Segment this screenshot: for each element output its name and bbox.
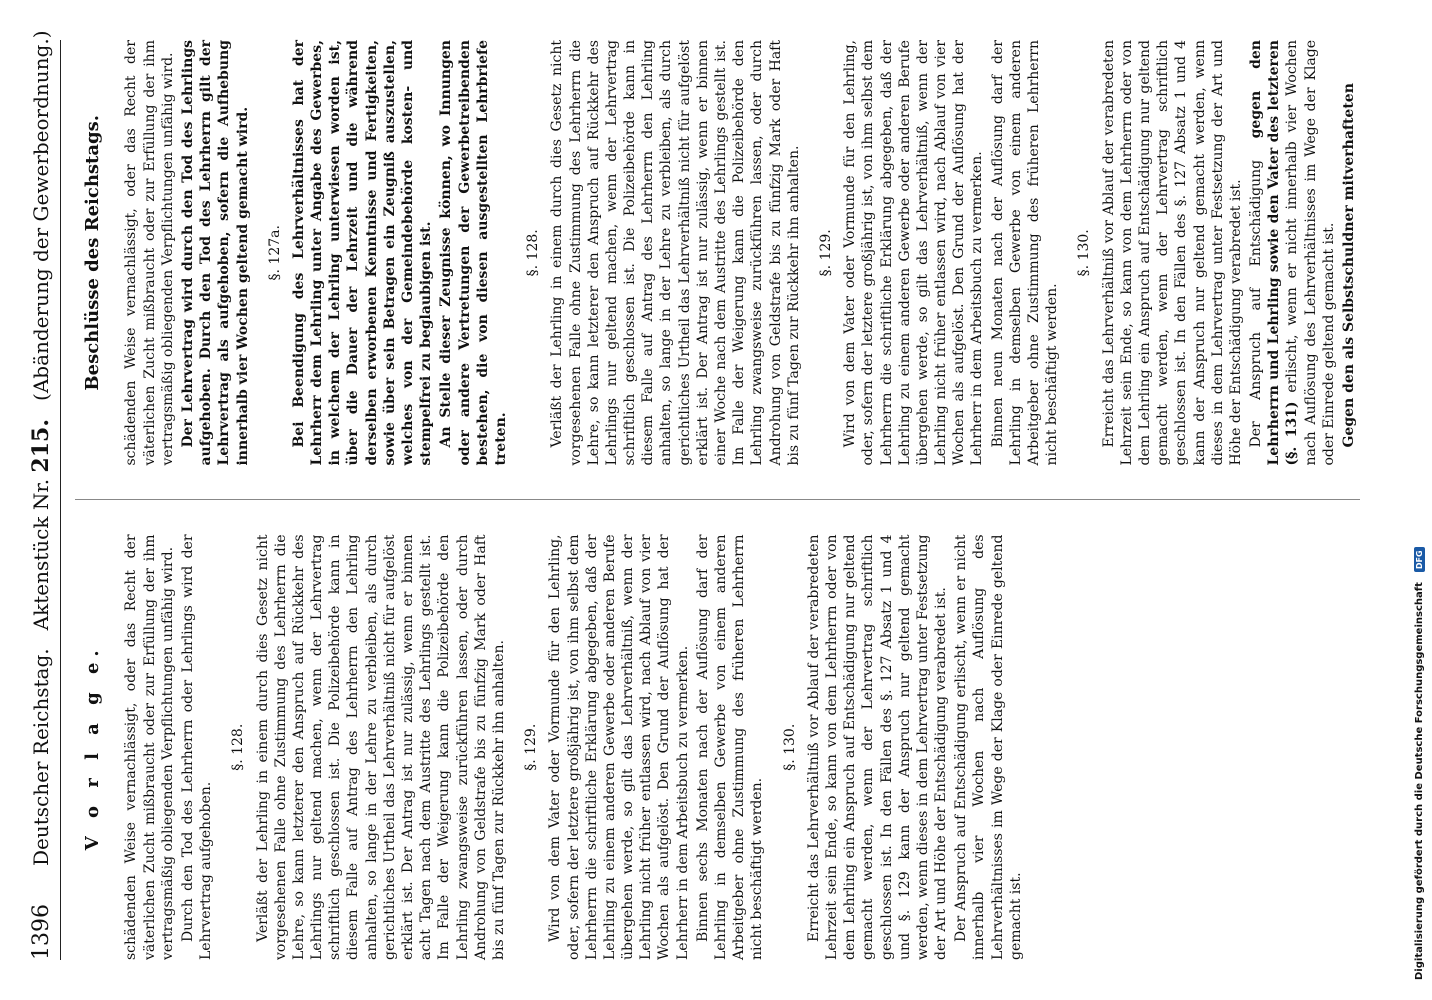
section-paragraph: Erreicht das Lehrverhältniß vor Ablauf der verabredeten Lehrzeit sein Ende, so kann von dem Lehrherrn oder von dem Lehrling ein Anspruch auf Entschädigung nur geltend gemacht werden, wenn der Lehrvertrag schriftlich geschlossen ist. In den Fällen des §. 127 Absatz 1 und 4 und §. 129 kann der Anspruch nur geltend gemacht werden, wenn dieses in dem Lehrvertrag unter Festsetzung der Art und Höhe der Entschädigung verabredet ist.: [805, 534, 950, 960]
right-intro-paragraph: schädenden Weise vernachlässigt, oder das Recht der väterlichen Zucht mißbraucht oder zur Erfüllung der ihm vertragsmäßig obliegenden Verpflichtungen unfähig wird.: [123, 40, 176, 466]
page-number: 1396: [29, 904, 54, 960]
mixed-start: Der Anspruch auf Entschädigung: [1248, 138, 1265, 448]
document-label-text: Aktenstück Nr.: [29, 478, 53, 631]
right-intro-bold-paragraph: Der Lehrvertrag wird durch den Tod des Lehrlings aufgehoben. Durch den Tod des Lehrherrn gilt der Lehrvertrag als aufgehoben, sofern die Aufhebung innerhalb vier Wochen geltend gemacht wird.: [179, 40, 251, 466]
publication-title: Deutscher Reichstag.: [29, 648, 53, 866]
left-column-vorlage: [75, 534, 1360, 960]
running-head: [28, 30, 61, 960]
section-bold-paragraph: An Stelle dieser Zeugnisse können, wo Innungen oder andere Vertretungen der Gewerbetreibenden bestehen, die von diesen ausgestellten Lehrbriefe treten.: [438, 40, 509, 466]
section-heading: §. 127a.: [266, 225, 283, 281]
section-paragraph: Wird von dem Vater oder Vormunde für den Lehrling, oder, sofern der letztere großjährig ist, von ihm selbst dem Lehrherrn die schriftliche Erklärung abgegeben, daß der Lehrling zu einem anderen Gewerbe oder anderen Berufe übergehen werde, so gilt das Lehrverhältniß, wenn der Lehrling nicht früher entlassen wird, nach Ablauf von vier Wochen als aufgelöst. Den Grund der Auflösung hat der Lehrherr in dem Arbeitsbuch zu vermerken.: [547, 534, 691, 960]
section-paragraph: Der Anspruch auf Entschädigung erlischt, wenn er nicht innerhalb vier Wochen nach Auflösung des Lehrverhältnisses im Wege der Klage oder Einrede geltend gemacht ist.: [953, 534, 1024, 960]
digitization-note: [1412, 20, 1426, 980]
left-intro-paragraph: schädenden Weise vernachlässigt, oder das Recht der väterlichen Zucht mißbraucht oder zur Erfüllung der ihm vertragsmäßig obliegenden Verpflichtungen unfähig wird.: [123, 534, 176, 960]
digitization-note-text: [1412, 20, 1426, 980]
section-heading: §. 128.: [525, 229, 542, 277]
document-number: 215.: [28, 418, 54, 473]
left-intro-paragraph: Durch den Tod des Lehrherrn oder Lehrlings wird der Lehrvertrag aufgehoben.: [179, 534, 215, 960]
mixed-end: erlischt, wenn er nicht innerhalb vier Wochen nach Auflösung des Lehrverhältnisses im Wege der Klage oder Einrede geltend gemacht ist.: [1284, 40, 1337, 466]
right-column-title: Beschlüsse des Reichstags.: [82, 114, 103, 391]
left-column-title: V o r l a g e.: [82, 644, 103, 851]
dfg-logo-icon: DFG: [1414, 547, 1425, 572]
section-paragraph: Binnen sechs Monaten nach der Auflösung darf der Lehrling in demselben Gewerbe von einem anderen Arbeitgeber ohne Zustimmung des früheren Lehrherrn nicht beschäftigt werden.: [694, 534, 766, 960]
section-paragraph: Binnen neun Monaten nach der Auflösung darf der Lehrling in demselben Gewerbe von einem anderen Arbeitgeber ohne Zustimmung des früheren Lehrherrn nicht beschäftigt werden.: [989, 40, 1061, 466]
section-bold-paragraph: Bei Beendigung des Lehrverhältnisses hat der Lehrherr dem Lehrling unter Angabe des Gewerbes, in welchem der Lehrling unterwiesen worden ist, über die Dauer der Lehrzeit und die während derselben erworbenen Kenntnisse und Fertigkeiten, sowie über sein Betragen ein Zeugniß auszustellen, welches von der Gemeindebehörde kosten- und stempelfrei zu beglaubigen ist.: [290, 40, 435, 466]
column-divider: [75, 500, 1360, 501]
section-mixed-paragraph: [1247, 40, 1338, 466]
right-column-beschluesse: [75, 40, 1360, 466]
digitization-credit: Digitalisierung gefördert durch die Deutsche Forschungsgemeinschaft: [1413, 582, 1425, 980]
section-heading: §. 129.: [817, 229, 834, 277]
section-paragraph: Erreicht das Lehrverhältniß vor Ablauf der verabredeten Lehrzeit sein Ende, so kann von dem Lehrherrn oder von dem Lehrling ein Anspruch auf Entschädigung nur geltend gemacht werden, wenn der Lehrvertrag schriftlich geschlossen ist. In den Fällen des §. 127 Absatz 1 und 4 kann der Anspruch nur geltend gemacht werden, wenn dieses in dem Lehrvertrag unter Festsetzung der Art und Höhe der Entschädigung verabredet ist.: [1100, 40, 1244, 466]
section-paragraph: Wird von dem Vater oder Vormunde für den Lehrling, oder, sofern der letztere großjährig ist, von ihm selbst dem Lehrherrn die schriftliche Erklärung abgegeben, daß der Lehrling zu einem anderen Gewerbe oder anderen Berufe übergehen werde, so gilt das Lehrverhältniß, wenn der Lehrling nicht früher entlassen wird, nach Ablauf von vier Wochen als aufgelöst. Den Grund der Auflösung hat der Lehrherr in dem Arbeitsbuch zu vermerken.: [842, 40, 986, 466]
section-heading: §. 130.: [781, 723, 798, 771]
section-heading: §. 129.: [523, 723, 540, 771]
two-column-body: [75, 40, 1360, 960]
mixed-bold: gegen den Lehrherrn und Lehrling sowie den Vater des letzteren (§. 131): [1248, 40, 1301, 466]
section-final-bold: Gegen den als Selbstschuldner mitverhafteten: [1341, 83, 1358, 448]
document-label: [28, 419, 54, 630]
section-paragraph: Verläßt der Lehrling in einem durch dies Gesetz nicht vorgesehenen Falle ohne Zustimmung des Lehrherrn die Lehre, so kann letzterer den Anspruch auf Rückkehr des Lehrlings nur geltend machen, wenn der Lehrvertrag schriftlich geschlossen ist. Die Polizeibehörde kann in diesem Falle auf Antrag des Lehrherrn den Lehrling anhalten, so lange in der Lehre zu verbleiben, als durch gerichtliches Urtheil das Lehrverhältniß nicht für aufgelöst erklärt ist. Der Antrag ist nur zulässig, wenn er binnen einer Woche nach dem Austritte des Lehrlings gestellt ist. Im Falle der Weigerung kann die Polizeibehörde den Lehrling zwangsweise zurückführen lassen, oder durch Androhung von Geldstrafe bis zu fünfzig Mark oder Haft bis zu fünf Tagen zur Rückkehr ihn anhalten.: [549, 40, 802, 466]
document-subject: (Abänderung der Gewerbeordnung.): [29, 30, 53, 401]
section-heading: §. 130.: [1076, 229, 1093, 277]
section-paragraph: Verläßt der Lehrling in einem durch dies Gesetz nicht vorgesehenen Falle ohne Zustimmung des Lehrherrn die Lehre, so kann letzterer den Anspruch auf Rückkehr des Lehrlings nur geltend machen, wenn der Lehrvertrag schriftlich geschlossen ist. Die Polizeibehörde kann in diesem Falle auf Antrag des Lehrherrn den Lehrling anhalten, so lange in der Lehre zu verbleiben, als durch gerichtliches Urtheil das Lehrverhältniß nicht für aufgelöst erklärt ist. Der Antrag ist nur zulässig, wenn er binnen acht Tagen nach dem Austritte des Lehrlings gestellt ist. Im Falle der Weigerung kann die Polizeibehörde den Lehrling zwangsweise zurückführen lassen, oder durch Androhung von Geldstrafe bis zu fünfzig Mark oder Haft bis zu fünf Tagen zur Rückkehr ihn anhalten.: [254, 534, 507, 960]
section-heading: §. 128.: [230, 723, 247, 771]
